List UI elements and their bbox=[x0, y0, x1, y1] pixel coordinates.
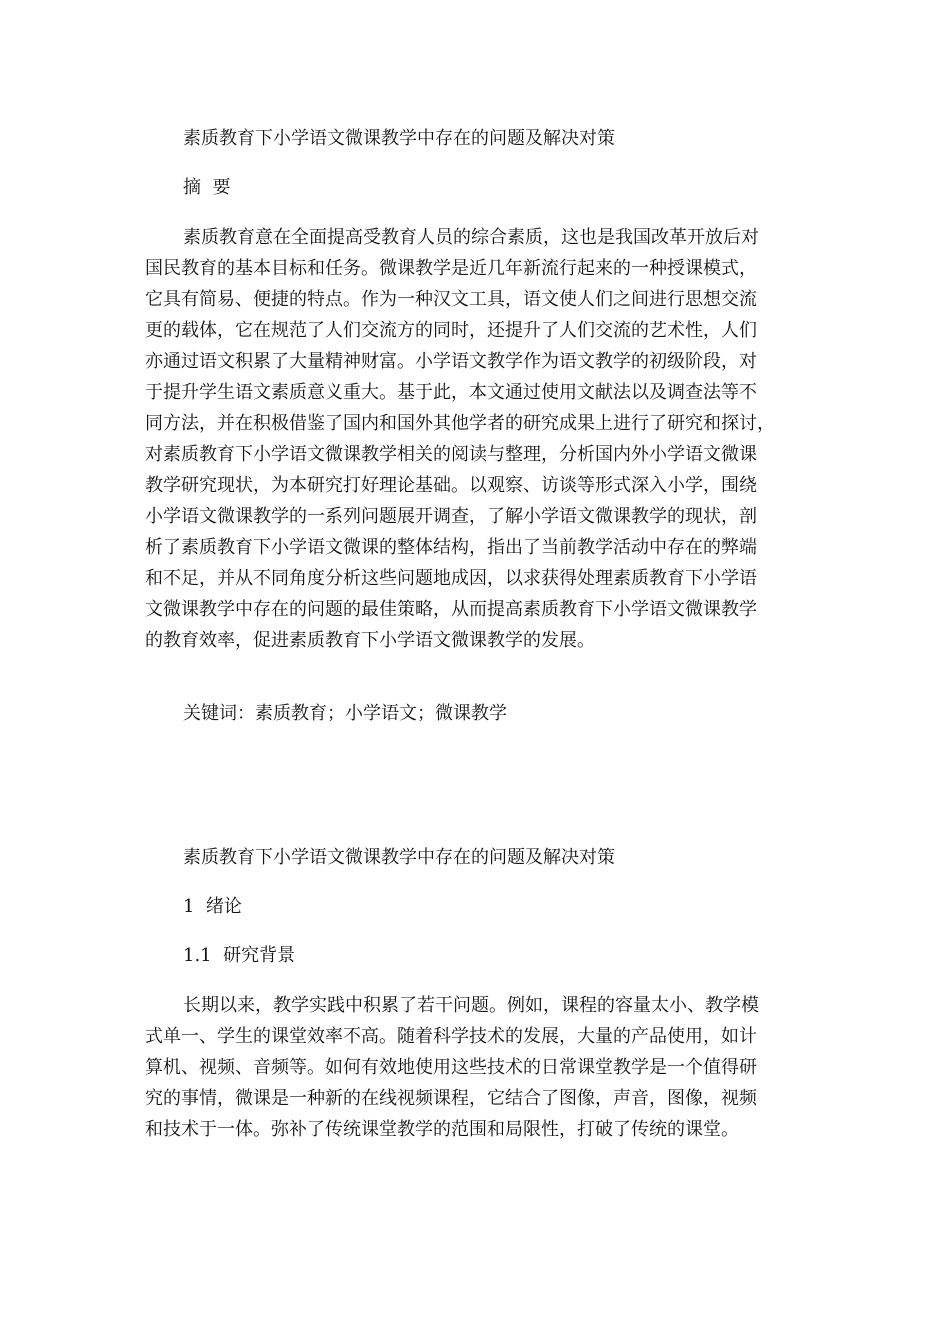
chapter-heading: 1 绪论 bbox=[183, 896, 242, 917]
abstract-line: 素质教育意在全面提高受教育人员的综合素质，这也是我国改革开放后对 bbox=[183, 227, 759, 248]
body-line: 和技术于一体。弥补了传统课堂教学的范围和局限性，打破了传统的课堂。 bbox=[145, 1119, 739, 1140]
abstract-line: 对素质教育下小学语文微课教学相关的阅读与整理，分析国内外小学语文微课 bbox=[145, 444, 757, 465]
body-line: 究的事情，微课是一种新的在线视频课程，它结合了图像，声音，图像，视频 bbox=[145, 1088, 757, 1109]
abstract-line: 和不足，并从不同角度分析这些问题地成因，以求获得处理素质教育下小学语 bbox=[145, 568, 757, 589]
abstract-line: 更的载体，它在规范了人们交流方的同时，还提升了人们交流的艺术性，人们 bbox=[145, 320, 757, 341]
paper-title: 素质教育下小学语文微课教学中存在的问题及解决对策 bbox=[183, 128, 615, 149]
abstract-line: 于提升学生语文素质意义重大。基于此，本文通过使用文献法以及调查法等不 bbox=[145, 382, 757, 403]
abstract-line: 文微课教学中存在的问题的最佳策略，从而提高素质教育下小学语文微课教学 bbox=[145, 599, 757, 620]
abstract-line: 它具有简易、便捷的特点。作为一种汉文工具，语文使人们之间进行思想交流 bbox=[145, 289, 757, 310]
abstract-line: 国民教育的基本目标和任务。微课教学是近几年新流行起来的一种授课模式， bbox=[145, 258, 757, 279]
abstract-paragraph bbox=[145, 222, 775, 656]
abstract-line: 教学研究现状，为本研究打好理论基础。以观察、访谈等形式深入小学，围绕 bbox=[145, 475, 757, 496]
body-line: 式单一、学生的课堂效率不高。随着科学技术的发展，大量的产品使用，如计 bbox=[145, 1026, 757, 1047]
section-title: 素质教育下小学语文微课教学中存在的问题及解决对策 bbox=[183, 847, 615, 868]
subsection-heading: 1.1 研究背景 bbox=[183, 945, 296, 966]
abstract-line: 小学语文微课教学的一系列问题展开调查，了解小学语文微课教学的现状，剖 bbox=[145, 506, 757, 527]
abstract-line: 亦通过语文积累了大量精神财富。小学语文教学作为语文教学的初级阶段，对 bbox=[145, 351, 757, 372]
keywords-line: 关键词：素质教育；小学语文；微课教学 bbox=[183, 703, 507, 724]
abstract-line: 同方法，并在积极借鉴了国内和国外其他学者的研究成果上进行了研究和探讨， bbox=[145, 413, 775, 434]
abstract-heading: 摘 要 bbox=[183, 177, 231, 198]
background-paragraph bbox=[145, 990, 759, 1145]
body-line: 算机、视频、音频等。如何有效地使用这些技术的日常课堂教学是一个值得研 bbox=[145, 1057, 757, 1078]
body-line: 长期以来，教学实践中积累了若干问题。例如，课程的容量太小、教学模 bbox=[183, 995, 759, 1016]
abstract-line: 析了素质教育下小学语文微课的整体结构，指出了当前教学活动中存在的弊端 bbox=[145, 537, 757, 558]
abstract-line: 的教育效率，促进素质教育下小学语文微课教学的发展。 bbox=[145, 630, 595, 651]
